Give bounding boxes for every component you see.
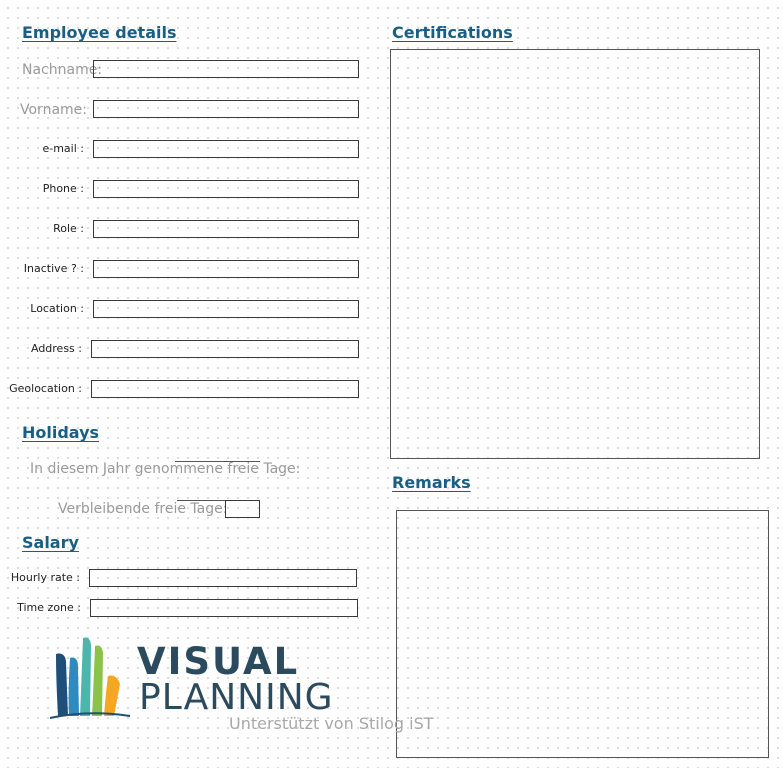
address-label: Address : <box>30 342 82 355</box>
inactive-field[interactable] <box>93 260 359 278</box>
logo-word-visual: VISUAL <box>137 640 300 683</box>
remaining-days-field[interactable] <box>225 500 260 518</box>
role-label: Role : <box>53 222 84 235</box>
certifications-title: Certifications <box>392 23 513 42</box>
time-zone-field[interactable] <box>90 599 358 617</box>
address-field[interactable] <box>91 340 359 358</box>
phone-field[interactable] <box>93 180 359 198</box>
role-field[interactable] <box>93 220 359 238</box>
holidays-title: Holidays <box>22 423 100 442</box>
remarks-area[interactable] <box>396 510 769 758</box>
email-label: e-mail : <box>42 142 84 155</box>
geolocation-label: Geolocation : <box>9 382 82 395</box>
vorname-label: Vorname: <box>20 102 87 118</box>
supported-by-text: Unterstützt von Stilog iST <box>229 714 434 733</box>
location-field[interactable] <box>93 300 359 318</box>
remaining-days-label: Verbleibende freie Tage: <box>58 501 228 517</box>
location-label: Location : <box>30 302 84 315</box>
remarks-title: Remarks <box>392 473 471 492</box>
email-field[interactable] <box>93 140 359 158</box>
taken-days-label: In diesem Jahr genommene freie Tage: <box>30 461 301 477</box>
visual-planning-logo-icon <box>48 636 132 720</box>
certifications-area[interactable] <box>390 49 760 459</box>
salary-title: Salary <box>22 533 79 552</box>
nachname-field[interactable] <box>93 60 359 78</box>
nachname-label: Nachname: <box>22 62 103 78</box>
hourly-rate-field[interactable] <box>89 569 357 587</box>
phone-label: Phone : <box>42 182 84 195</box>
time-zone-label: Time zone : <box>17 601 81 614</box>
employee-details-title: Employee details <box>22 23 177 42</box>
vorname-field[interactable] <box>93 100 359 118</box>
geolocation-field[interactable] <box>91 380 359 398</box>
logo-word-planning: PLANNING <box>139 677 334 718</box>
hourly-rate-label: Hourly rate : <box>10 571 80 584</box>
inactive-label: Inactive ? : <box>23 262 84 275</box>
